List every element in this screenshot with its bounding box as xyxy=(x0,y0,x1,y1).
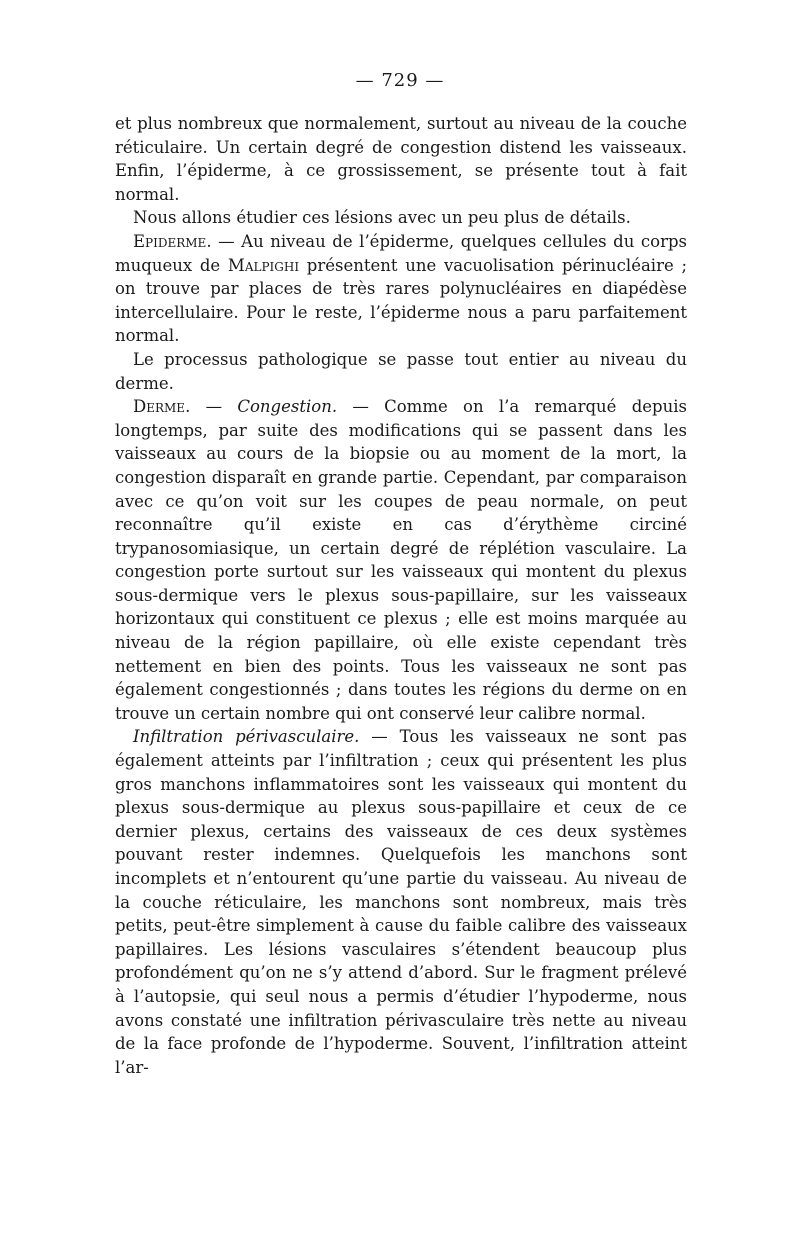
paragraph-infiltration xyxy=(115,725,687,1079)
paragraph-processus: Le processus pathologique se passe tout entier au niveau du derme. xyxy=(115,349,687,393)
body-text xyxy=(115,112,687,1079)
section-heading-epiderme: Epiderme. xyxy=(133,231,212,251)
paragraph-derme xyxy=(115,395,687,725)
paragraph-infiltration-text: — Tous les vaisseaux ne sont pas également atteints par l’infiltration ; ceux qui présentent les plus gros manchons inflammatoires sont les vaisseaux qui montent du plexus sous-dermique au plexus sous-papillaire et ceux de ce dernier plexus, certains des vaisseaux de ces deux systèmes pouvant rester indemnes. Quelquefois les manchons sont incomplets et n’entourent qu’une partie du vaisseau. Au niveau de la couche réticulaire, les manchons sont nombreux, mais très petits, peut-être simplement à cause du faible calibre des vaisseaux papillaires. Les lésions vasculaires s’étendent beaucoup plus profondément qu’on ne s’y attend d’abord. Sur le fragment prélevé à l’autopsie, qui seul nous a permis d’étudier l’hypoderme, nous avons constaté une infiltration périvasculaire très nette au niveau de la face profonde de l’hypoderme. Souvent, l’infiltration atteint l’ar- xyxy=(115,727,687,1077)
paragraph-epiderme-text-a: — Au niveau de l’épiderme, quelques cellules du corps muqueux de xyxy=(115,231,687,275)
subheading-infiltration: Infiltration périvasculaire. xyxy=(133,727,360,747)
subheading-congestion: Congestion. xyxy=(237,397,338,417)
paragraph-continuation: et plus nombreux que normalement, surtout au niveau de la couche réticulaire. Un certain degré de congestion distend les vaisseaux. Enfin, l’épiderme, à ce grossissement, se présente tout à fait normal. xyxy=(115,114,687,204)
paragraph-epiderme xyxy=(115,230,687,348)
dash: — xyxy=(190,397,238,417)
paragraph-epiderme-text-b: présentent une vacuolisation périnucléaire ; on trouve par places de très rares polynucléaires en diapédèse intercellulaire. Pour le reste, l’épiderme nous a paru parfaitement normal. xyxy=(115,255,688,346)
paragraph-intro: Nous allons étudier ces lésions avec un peu plus de détails. xyxy=(133,208,631,228)
page-number: — 729 — xyxy=(355,70,445,91)
author-name: Malpighi xyxy=(227,255,300,275)
paragraph-derme-text: — Comme on l’a remarqué depuis longtemps, par suite des modifications qui se passent dans les vaisseaux au cours de la biopsie ou au moment de la mort, la congestion disparaît en grande partie. Cependant, par comparaison avec ce qu’on voit sur les coupes de peau normale, on peut reconnaître qu’il existe en cas d’érythème circiné trypanosomiasique, un certain degré de réplétion vasculaire. La congestion porte surtout sur les vaisseaux qui montent du plexus sous-dermique vers le plexus sous-papillaire, sur les vaisseaux horizontaux qui constituent ce plexus ; elle est moins marquée au niveau de la région papillaire, où elle existe cependant très nettement en bien des points. Tous les vaisseaux ne sont pas également congestionnés ; dans toutes les régions du derme on en trouve un certain nombre qui ont conservé leur calibre normal. xyxy=(115,397,687,723)
section-heading-derme: Derme. xyxy=(133,397,191,417)
